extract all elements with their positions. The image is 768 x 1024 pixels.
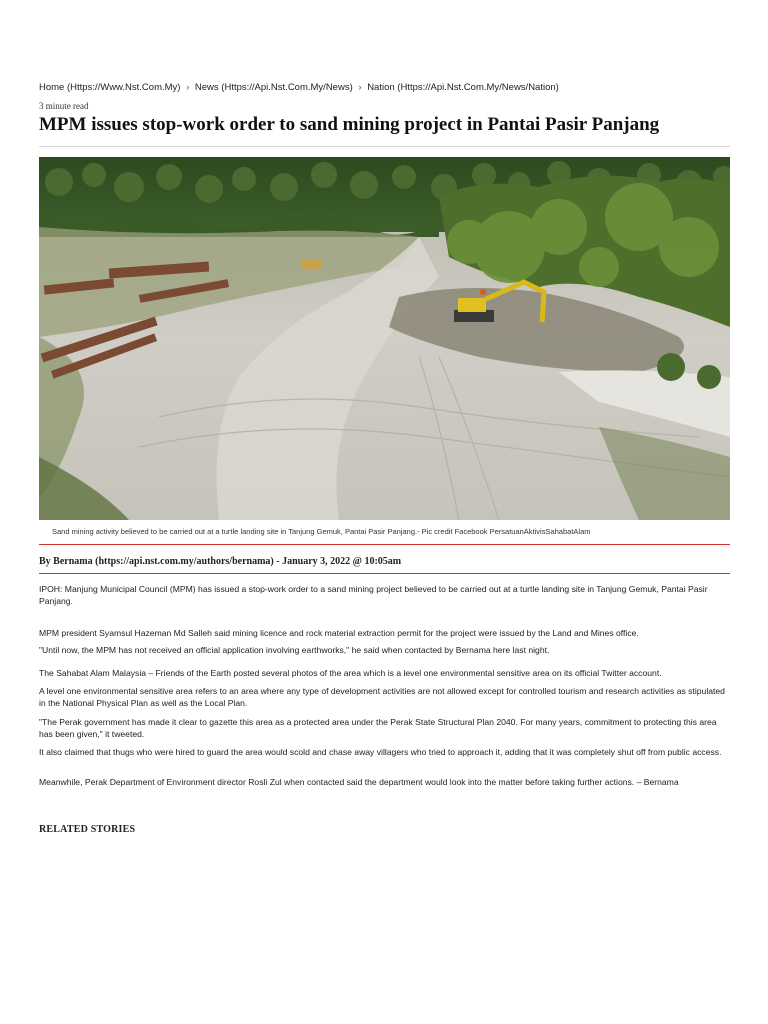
byline-date: January 3, 2022 @ 10:05am bbox=[282, 556, 402, 567]
title-divider bbox=[39, 146, 730, 147]
article-paragraph: The Sahabat Alam Malaysia – Friends of the Earth posted several photos of the area which is a level one environmental sensitive area on its official Twitter account. bbox=[39, 668, 662, 678]
article-paragraph: MPM president Syamsul Hazeman Md Salleh said mining licence and rock material extraction permit for the project were issued by the Land and Mines office. bbox=[39, 628, 639, 638]
article-paragraph: "The Perak government has made it clear to gazette this area as a protected area under the Perak State Structural Plan 2040. For many years, commitment to protecting this area has been given," it tweeted. bbox=[39, 717, 717, 739]
related-stories-heading: RELATED STORIES bbox=[39, 824, 136, 835]
breadcrumb-link-nation[interactable]: Nation (Https://Api.Nst.Com.My/News/Nation) bbox=[367, 82, 559, 93]
article-paragraph: It also claimed that thugs who were hired to guard the area would scold and chase away villagers who tried to approach it, adding that it was completely shut off from public access. bbox=[39, 747, 722, 757]
article-paragraph: A level one environmental sensitive area refers to an area where any type of development activities are not allowed except for controlled tourism and research activities as stipulated in the National Physical Plan as well as the Local Plan. bbox=[39, 686, 725, 708]
article-paragraph: "Until now, the MPM has not received an official application involving earthworks," he said when contacted by Bernama here last night. bbox=[39, 645, 550, 655]
article-paragraph: IPOH: Manjung Municipal Council (MPM) has issued a stop-work order to a sand mining project believed to be carried out at a turtle landing site in Tanjung Gemuk, Pantai Pasir Panjang. bbox=[39, 584, 708, 606]
article-paragraph: Meanwhile, Perak Department of Environment director Rosli Zul when contacted said the department would look into the matter before taking further actions. – Bernama bbox=[39, 777, 679, 787]
image-caption: Sand mining activity believed to be carried out at a turtle landing site in Tanjung Gemuk, Pantai Pasir Panjang.- Pic credit Facebook PersatuanAktivisSahabatAlam bbox=[52, 527, 591, 536]
byline-prefix: By bbox=[39, 556, 51, 567]
byline-author-link[interactable]: Bernama (https://api.nst.com.my/authors/bernama) bbox=[53, 556, 274, 567]
read-time: 3 minute read bbox=[39, 101, 89, 111]
byline-top-rule bbox=[39, 544, 730, 545]
article-photo bbox=[39, 157, 730, 520]
breadcrumb-separator: › bbox=[186, 82, 190, 93]
byline-separator: - bbox=[273, 556, 283, 567]
breadcrumb-link-news[interactable]: News (Https://Api.Nst.Com.My/News) bbox=[194, 82, 353, 93]
breadcrumb-separator: › bbox=[358, 82, 362, 93]
byline-bottom-rule bbox=[39, 573, 730, 574]
article-title: MPM issues stop-work order to sand mining project in Pantai Pasir Panjang bbox=[39, 114, 660, 135]
byline bbox=[39, 556, 730, 567]
breadcrumb bbox=[39, 82, 739, 93]
breadcrumb-link-home[interactable]: Home (Https://Www.Nst.Com.My) bbox=[39, 82, 181, 93]
